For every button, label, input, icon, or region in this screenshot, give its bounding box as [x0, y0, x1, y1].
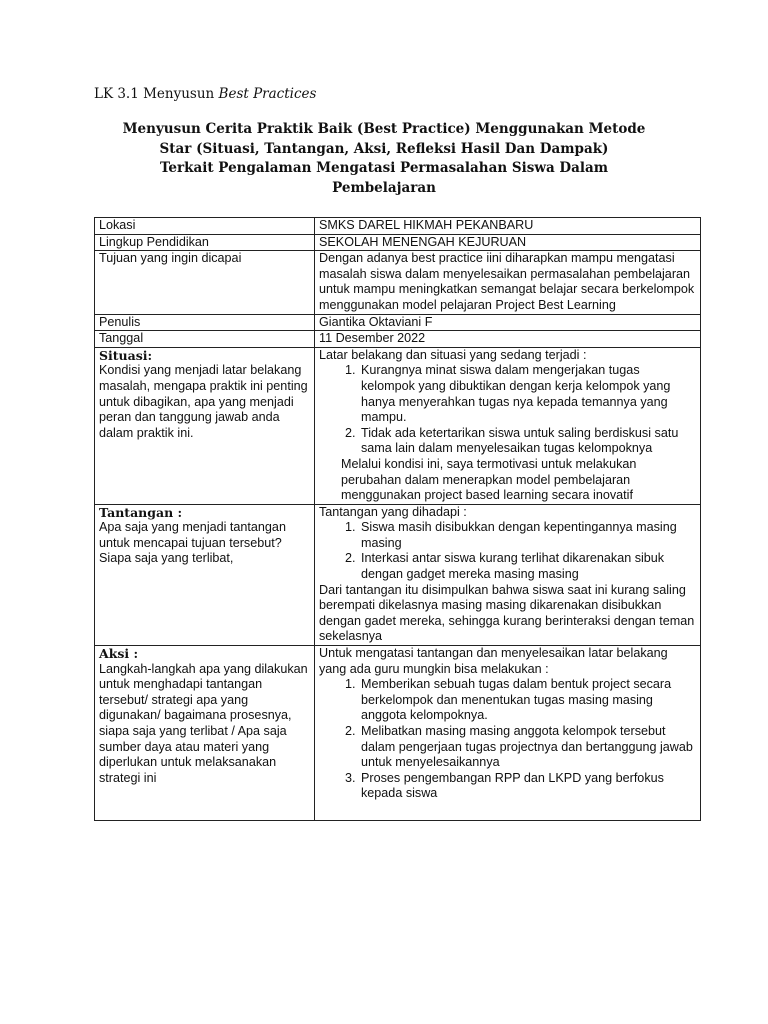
document-title: [100, 120, 668, 198]
value-tujuan: Dengan adanya best practice iini diharapkan mampu mengatasi masalah siswa dalam menyelesaikan permasalahan pembelajaran untuk mampu meningkatkan semangat belajar secara berkelompok menggunakan model pelajaran Project Best Learning: [315, 251, 701, 314]
tantangan-list: [319, 520, 696, 582]
label-lingkup: Lingkup Pendidikan: [95, 234, 315, 251]
row-tanggal: [95, 331, 701, 348]
worksheet-label: [94, 86, 316, 102]
situasi-intro: Latar belakang dan situasi yang sedang terjadi :: [319, 347, 587, 362]
row-lokasi: [95, 218, 701, 235]
row-lingkup: [95, 234, 701, 251]
aksi-description: Langkah-langkah apa yang dilakukan untuk menghadapi tantangan tersebut/ strategi apa yang digunakan/ bagaimana prosesnya, siapa saja yang terlibat / Apa saja sumber daya atau materi yang diperlukan untuk melaksanakan strategi ini: [99, 661, 308, 785]
aksi-item-2: 2. Melibatkan masing masing anggota kelompok tersebut dalam pengerjaan tugas projectnya dan bertanggung jawab untuk menyelesaikannya: [359, 724, 696, 771]
title-line-4: Pembelajaran: [332, 179, 436, 196]
situasi-description: Kondisi yang menjadi latar belakang masalah, mengapa praktik ini penting untuk dibagikan, apa yang menjadi peran dan tanggung jawab anda dalam praktik ini.: [99, 363, 308, 440]
row-tantangan: [95, 504, 701, 645]
tantangan-description: Apa saja yang menjadi tantangan untuk mencapai tujuan tersebut? Siapa saja yang terlibat,: [99, 520, 286, 566]
worksheet-label-italic: Best Practices: [218, 86, 317, 102]
label-tanggal: Tanggal: [95, 331, 315, 348]
situasi-item-2: 2. Tidak ada ketertarikan siswa untuk saling berdiskusi satu sama lain dalam menyelesaikan tugas kelompoknya: [359, 426, 696, 457]
row-aksi: [95, 646, 701, 821]
tantangan-closing: Dari tantangan itu disimpulkan bahwa siswa saat ini kurang saling berempati dikelasnya masing masing dikarenakan disibukkan dengan gadet mereka, sehingga kurang berinteraksi dengan teman sekelasnya: [319, 582, 695, 644]
title-line-2: Star (Situasi, Tantangan, Aksi, Refleksi Hasil Dan Dampak): [159, 140, 609, 157]
tantangan-heading: Tantangan :: [99, 504, 183, 520]
cell-situasi-label: [95, 347, 315, 504]
situasi-list: [319, 363, 696, 457]
best-practice-table: [94, 217, 701, 821]
situasi-heading: Situasi:: [99, 347, 153, 363]
value-lokasi: SMKS DAREL HIKMAH PEKANBARU: [315, 218, 701, 235]
value-tanggal: 11 Desember 2022: [315, 331, 701, 348]
cell-tantangan-label: [95, 504, 315, 645]
row-tujuan: [95, 251, 701, 314]
title-line-3: Terkait Pengalaman Mengatasi Permasalahan Siswa Dalam: [159, 160, 609, 176]
cell-situasi-content: [315, 347, 701, 504]
tantangan-item-1: 1. Siswa masih disibukkan dengan kepentingannya masing masing: [359, 520, 696, 551]
aksi-intro: Untuk mengatasi tantangan dan menyelesaikan latar belakang yang ada guru mungkin bisa melakukan :: [319, 646, 668, 676]
aksi-heading: Aksi :: [99, 646, 139, 662]
row-situasi: [95, 347, 701, 504]
worksheet-label-prefix: LK 3.1 Menyusun: [94, 86, 219, 102]
value-penulis: Giantika Oktaviani F: [315, 314, 701, 331]
aksi-item-1: 1. Memberikan sebuah tugas dalam bentuk project secara berkelompok dan menentukan tugas masing masing anggota kelompoknya.: [359, 677, 696, 724]
tantangan-intro: Tantangan yang dihadapi :: [319, 504, 467, 519]
value-lingkup: SEKOLAH MENENGAH KEJURUAN: [315, 234, 701, 251]
cell-aksi-content: [315, 646, 701, 821]
cell-tantangan-content: [315, 504, 701, 645]
cell-aksi-label: [95, 646, 315, 821]
aksi-item-3: 3. Proses pengembangan RPP dan LKPD yang berfokus kepada siswa: [359, 771, 696, 802]
aksi-list: [319, 677, 696, 802]
situasi-closing: Melalui kondisi ini, saya termotivasi untuk melakukan perubahan dalam menerapkan model pembelajaran menggunakan project based learning secara inovatif: [341, 456, 637, 503]
title-line-1: Menyusun Cerita Praktik Baik (Best Practice) Menggunakan Metode: [122, 121, 646, 137]
label-tujuan: Tujuan yang ingin dicapai: [95, 251, 315, 314]
row-penulis: [95, 314, 701, 331]
label-lokasi: Lokasi: [95, 218, 315, 235]
aksi-spacer: [319, 802, 696, 820]
label-penulis: Penulis: [95, 314, 315, 331]
situasi-item-1: 1. Kurangnya minat siswa dalam mengerjakan tugas kelompok yang dibuktikan dengan kerja kelompok yang hanya menyerahkan tugas nya kepada temannya yang mampu.: [359, 363, 696, 425]
tantangan-item-2: 2. Interkasi antar siswa kurang terlihat dikarenakan sibuk dengan gadget mereka masing masing: [359, 551, 696, 582]
